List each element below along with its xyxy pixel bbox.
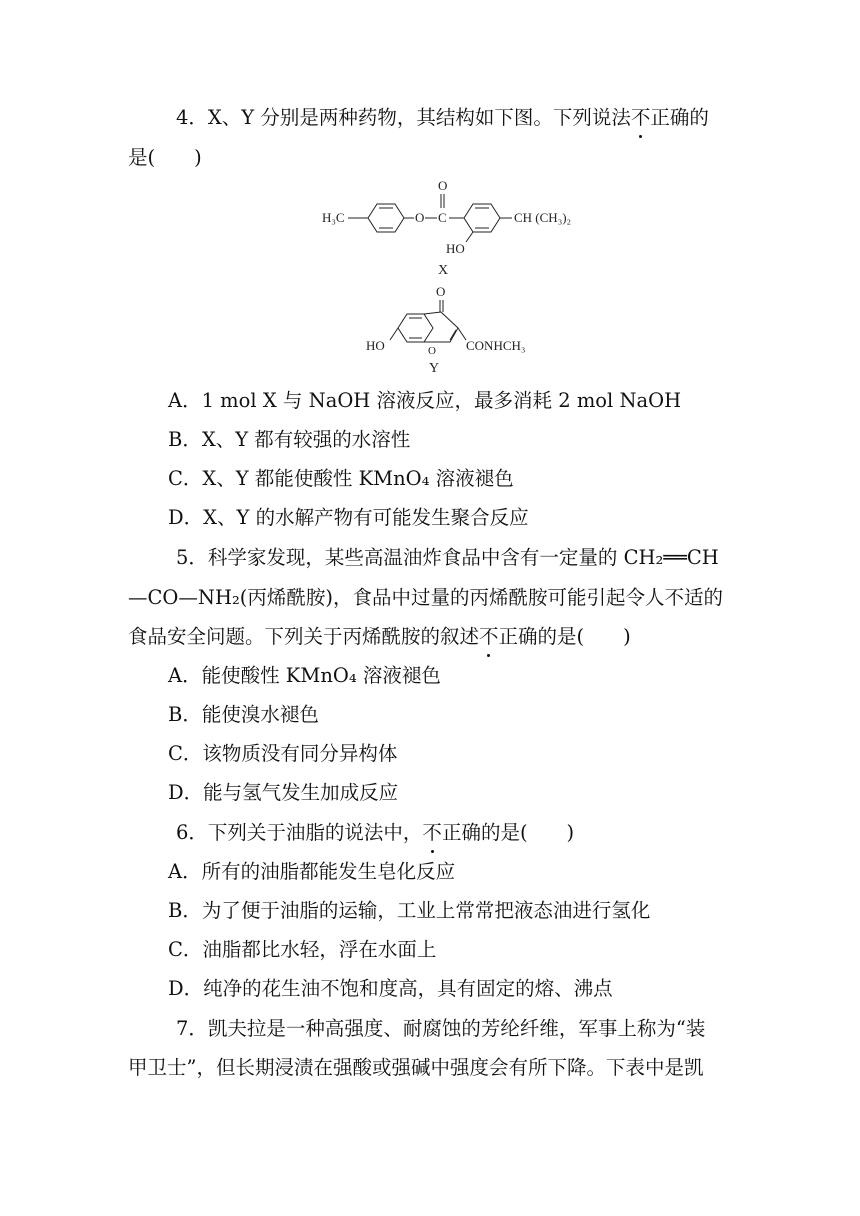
q6-option-a: A．所有的油脂都能发生皂化反应 xyxy=(168,860,456,883)
emphasis-bu: 不 xyxy=(422,821,442,844)
molx-label: X xyxy=(438,263,449,278)
q6-stem-text-end: 正确的是( ) xyxy=(441,821,575,844)
q5-stem-line1: 5．科学家发现，某些高温油炸食品中含有一定量的 CH₂══CH xyxy=(176,546,719,569)
q5-stem-line2: —CO—NH₂(丙烯酰胺)，食品中过量的丙烯酰胺可能引起令人不适的 xyxy=(128,586,724,609)
q4-stem-line1 xyxy=(176,105,709,131)
q6-option-b: B．为了便于油脂的运输，工业上常常把液态油进行氢化 xyxy=(168,899,651,922)
molx-ester-o: O xyxy=(415,210,425,225)
q4-option-a: A．1 mol X 与 NaOH 溶液反应，最多消耗 2 mol NaOH xyxy=(168,389,682,412)
q4-stem-text: 4．X、Y 分别是两种药物，其结构如下图。下列说法 xyxy=(176,106,631,129)
q7-stem-line1: 7．凯夫拉是一种高强度、耐腐蚀的芳纶纤维，军事上称为“装 xyxy=(176,1017,706,1040)
q5-stem-line3 xyxy=(128,624,631,650)
q4-option-d: D．X、Y 的水解产物有可能发生聚合反应 xyxy=(168,506,529,529)
q5-option-c: C．该物质没有同分异构体 xyxy=(168,742,398,765)
q5-option-d: D．能与氢气发生加成反应 xyxy=(168,781,399,804)
emphasis-bu: 不 xyxy=(479,625,499,648)
q5-stem-text-end: 正确的是( ) xyxy=(498,625,631,648)
molx-isopropyl: CH (CH₃)₂ xyxy=(514,210,572,225)
molecule-x-structure xyxy=(318,178,618,278)
q4-option-c: C．X、Y 都能使酸性 KMnO₄ 溶液褪色 xyxy=(168,467,514,490)
moly-hydroxyl: HO xyxy=(366,338,385,353)
emphasis-bu: 不 xyxy=(630,106,651,129)
moly-ring-o: O xyxy=(428,345,436,357)
moly-label: Y xyxy=(429,361,440,376)
molx-hydroxyl: HO xyxy=(446,241,465,256)
q4-option-b: B．X、Y 都有较强的水溶性 xyxy=(168,428,411,451)
q4-stem-line2: 是( ) xyxy=(128,146,202,169)
q5-option-b: B．能使溴水褪色 xyxy=(168,703,319,726)
molx-carbonyl-o: O xyxy=(438,178,448,193)
q4-stem-text-end: 正确的 xyxy=(650,106,709,129)
q7-stem-line2: 甲卫士”，但长期浸渍在强酸或强碱中强度会有所下降。下表中是凯 xyxy=(128,1056,704,1079)
q5-stem-text: 食品安全问题。下列关于丙烯酰胺的叙述 xyxy=(128,625,480,648)
moly-amide: CONHCH₃ xyxy=(466,338,526,353)
q6-option-c: C．油脂都比水轻，浮在水面上 xyxy=(168,938,437,961)
q5-option-a: A．能使酸性 KMnO₄ 溶液褪色 xyxy=(168,664,441,687)
molx-carbonyl-c: C xyxy=(438,210,447,225)
q6-option-d: D．纯净的花生油不饱和度高，具有固定的熔、沸点 xyxy=(168,977,613,1000)
molx-h3c: H₃C xyxy=(322,210,345,225)
moly-ketone-o: O xyxy=(436,284,446,299)
q6-stem-line1 xyxy=(176,820,574,846)
molecule-y-structure xyxy=(362,282,562,376)
q6-stem-text: 6．下列关于油脂的说法中， xyxy=(176,821,423,844)
